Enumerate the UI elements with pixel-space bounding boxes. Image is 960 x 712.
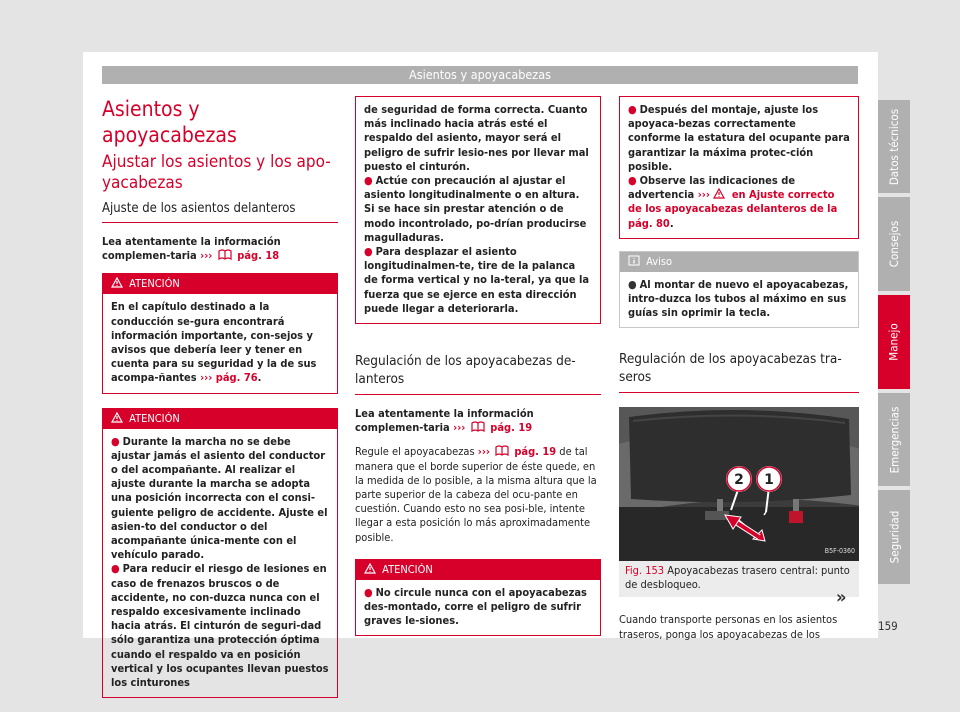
list-item: ● No circule nunca con el apoyacabezas des-montado, corre el peligro de sufrir graves le-siones. <box>364 585 587 628</box>
column-1 <box>102 96 338 712</box>
bullet-icon: ● <box>628 277 637 291</box>
section-title: Regulación de los apoyacabezas de-lanteros <box>355 352 601 395</box>
body-paragraph: Cuando transporte personas en los asientos traseros, ponga los apoyacabezas de los <box>619 613 838 641</box>
headrest-illustration <box>619 407 859 561</box>
list-item: ● Observe las indicaciones de advertencia ››› en Ajuste correcto de los apoyacabezas delanteros de la pág. 80. <box>628 174 838 230</box>
figure-code: B5F-0360 <box>824 547 855 556</box>
body-paragraph: Regule el apoyacabezas ››› pág. 19 de tal manera que el borde superior de éste quede, en la medida de lo posible, a la misma altura que la parte superior de la cabeza del ocu-pante en cuestión. Cuando esto no sea posi-ble, intente llegar a esta posición lo más aproximadamente posible. <box>355 445 597 544</box>
bullet-icon: ● <box>628 103 637 116</box>
intro-paragraph: Lea atentamente la información complemen-taria ››› pág. 18 <box>102 235 281 263</box>
book-icon <box>495 445 509 456</box>
page-reference-link[interactable]: pág. 19 <box>514 445 557 459</box>
warning-body: de seguridad de forma correcta. Cuanto más inclinado hacia atrás esté el respaldo del asiento, mayor será el peligro de sufrir lesio-nes por llevar mal puesto el cinturón. ● Actúe con precaución al ajustar el asiento longitudinalmente o en altura. Si se hace sin prestar atención o de modo incontrolado, po-drían producirse magulladuras. ● Para desplazar el asiento longitudinalmen-te, tire de la palanca de forma vertical y no la-teral, ya que la fuerza que se ejerce en esta dirección puede llegar a deteriorarla. <box>356 97 600 323</box>
headrest-figure <box>619 407 859 561</box>
column-2 <box>355 96 601 650</box>
page-number: 159 <box>878 619 898 633</box>
warning-body: En el capítulo destinado a la conducción se-gura encontrará información importante, con-sejos y avisos que debería leer y tener en cuenta para su seguridad y la de sus acompa-ñantes ››› pág. 76. <box>111 300 317 385</box>
notice-box <box>619 251 859 329</box>
warning-body <box>620 97 858 238</box>
info-icon <box>628 255 640 266</box>
figure-caption: Fig. 153 Apoyacabezas trasero central: punto de desbloqueo. <box>619 561 859 597</box>
continue-arrow-icon: » <box>836 587 847 608</box>
section-title: Regulación de los apoyacabezas tra-seros <box>619 350 859 393</box>
warning-box-continued <box>619 96 859 239</box>
side-tab-manejo[interactable]: Manejo <box>878 295 910 389</box>
page-reference-link[interactable]: pág. 19 <box>490 421 533 435</box>
warning-box-continued <box>355 96 601 324</box>
warning-header: ATENCIÓN <box>356 560 600 580</box>
list-item: ● Durante la marcha no se debe ajustar jamás el asiento del conductor o del acompañante. Al realizar el ajuste durante la marcha se adopta una posición incorrecta con el consi-guiente peligro de accidente. Ajuste el asien-to del conductor o del acompañante única-mente con el vehículo parado. <box>111 434 328 562</box>
notice-header: Aviso <box>620 252 858 272</box>
book-icon <box>218 249 232 260</box>
bullet-icon: ● <box>628 174 637 188</box>
side-tab-datos-tecnicos[interactable]: Datos técnicos <box>878 100 910 193</box>
page-reference-link[interactable]: pág. 18 <box>237 249 280 263</box>
warning-triangle-icon <box>713 188 725 199</box>
subsection-title: Ajuste de los asientos delanteros <box>102 200 338 223</box>
bullet-icon: ● <box>364 585 373 599</box>
warning-triangle-icon <box>111 277 123 288</box>
side-tab-seguridad[interactable]: Seguridad <box>878 490 910 584</box>
page-reference-link[interactable]: en Ajuste correcto de los apoyacabezas delanteros de la pág. 80 <box>628 188 838 230</box>
bullet-icon: ● <box>111 434 120 448</box>
list-item: ● Al montar de nuevo el apoyacabezas, intro-duzca los tubos al máximo en sus guías sin oprimir la tecla. <box>628 277 849 320</box>
book-icon <box>471 421 485 432</box>
warning-triangle-icon <box>364 563 376 574</box>
side-tab-emergencias[interactable]: Emergencias <box>878 393 910 486</box>
bullet-icon: ● <box>364 174 373 188</box>
bullet-icon: ● <box>364 245 373 259</box>
callout-1: 1 <box>764 472 774 489</box>
warning-triangle-icon <box>111 412 123 423</box>
list-item: ● Para reducir el riesgo de lesiones en caso de frenazos bruscos o de accidente, no con-duzca nunca con el respaldo excesivamente inclinado hacia atrás. El cinturón de seguri-dad sólo garantiza una protección óptima cuando el respaldo va en posición vertical y los ocupantes llevan puestos los cinturones <box>111 562 329 690</box>
page-reference-link[interactable]: pág. 76 <box>215 371 258 385</box>
side-tab-consejos[interactable]: Consejos <box>878 197 910 291</box>
warning-box-1 <box>102 273 338 393</box>
list-item: ● Para desplazar el asiento longitudinalmen-te, tire de la palanca de forma vertical y no la-teral, ya que la fuerza que se ejerce en esta dirección puede llegar a deteriorarla. <box>364 245 590 315</box>
warning-box-2 <box>102 408 338 699</box>
warning-box-3 <box>355 559 601 637</box>
warning-header: ATENCIÓN <box>103 409 337 429</box>
chapter-title: Asientos y apoyacabezas <box>102 97 237 147</box>
warning-header: ATENCIÓN <box>103 274 337 294</box>
warning-body <box>356 580 600 636</box>
notice-body <box>620 272 858 328</box>
bullet-icon: ● <box>111 562 120 576</box>
callout-2: 2 <box>734 472 744 489</box>
section-title: Ajustar los asientos y los apo-yacabezas <box>102 152 331 193</box>
intro-paragraph: Lea atentamente la información complemen-taria ››› pág. 19 <box>355 407 534 435</box>
warning-body <box>103 429 337 698</box>
running-header: Asientos y apoyacabezas <box>102 66 858 84</box>
list-item: ● Después del montaje, ajuste los apoyaca-bezas correctamente conforme la estatura del ocupante para garantizar la máxima protec-ción posible. <box>628 103 850 173</box>
list-item: ● Actúe con precaución al ajustar el asiento longitudinalmente o en altura. Si se hace sin prestar atención o de modo incontrolado, po-drían producirse magulladuras. <box>364 174 587 244</box>
column-3 <box>619 96 859 646</box>
